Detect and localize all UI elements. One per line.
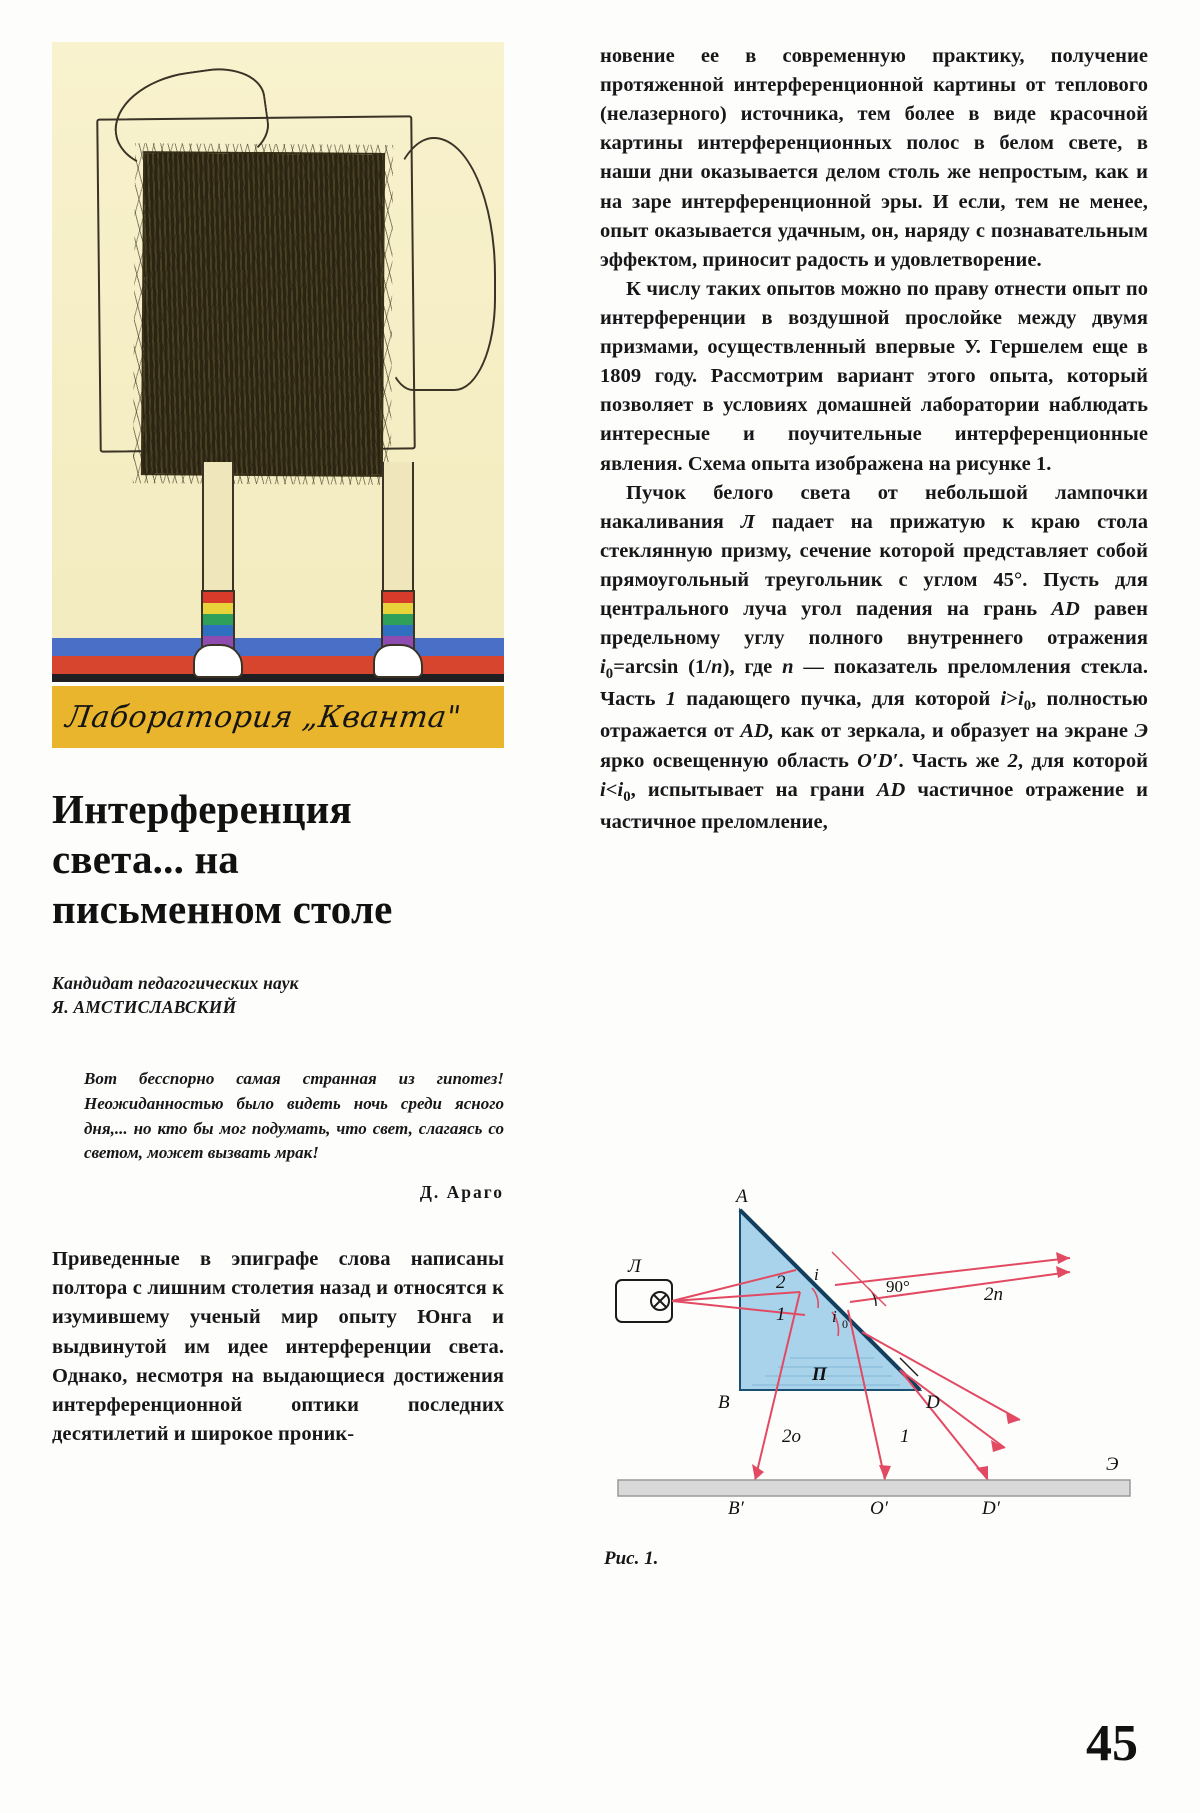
figure-1-svg bbox=[600, 1180, 1148, 1540]
epigraph bbox=[84, 1067, 504, 1205]
label-vertex-b: B bbox=[718, 1392, 730, 1413]
label-screen-d: D′ bbox=[982, 1498, 1000, 1519]
label-screen: Э bbox=[1106, 1454, 1119, 1475]
ground-stripes bbox=[52, 42, 504, 682]
stripe-black bbox=[52, 674, 504, 682]
lamp-housing bbox=[616, 1280, 672, 1322]
label-angle-i0-sub: 0 bbox=[842, 1317, 848, 1331]
left-body-text bbox=[52, 1245, 504, 1449]
byline bbox=[52, 972, 504, 1019]
label-beam-1: 1 bbox=[900, 1426, 910, 1447]
label-screen-o: O′ bbox=[870, 1498, 888, 1519]
angle-arc-90 bbox=[868, 1288, 876, 1306]
paragraph: новение ее в современную практику, получение протяженной интерференционной картины от теплового (нелазерного) источника, тем более в виде красочной картины интерференционных полос в белом свете, в наши дни оказывается делом столь же непростым, как и на заре интерференционной эры. И если, тем не менее, опыт оказывается удачным, он, наряду с познавательным эффектом, приносит радость и удовлетворение. bbox=[600, 45, 1148, 271]
label-angle-i: i bbox=[814, 1265, 819, 1284]
left-column bbox=[52, 42, 504, 1449]
shoe-left bbox=[193, 644, 243, 678]
epigraph-author: Д. Араго bbox=[419, 1181, 504, 1202]
striped-sock-right bbox=[381, 590, 415, 650]
title-line-1: Интерференция bbox=[52, 786, 352, 832]
striped-sock-left bbox=[201, 590, 235, 650]
paragraph-with-math: Пучок белого света от небольшой лампочки накаливания Л падает на прижатую к краю стола стеклянную призму, сечение которой представляет собой прямоугольный треугольник с углом 45°. Пусть для центрального луча угол падения на грань AD равен предельному углу полного внутреннего отражения $i_0=\arcsin$ (1/n), где n — показатель преломления стекла. Часть 1 падающего пучка, для которой $i>i_0$, полностью отражается от AD, как от зеркала, и образует на экране Э ярко освещенную область O′D′. Часть же 2, для которой $i<i_0$, испытывает на грани AD частичное отражение и частичное преломление, bbox=[600, 481, 1149, 833]
illustration bbox=[52, 42, 504, 682]
page-title bbox=[52, 784, 504, 934]
label-lamp: Л bbox=[628, 1256, 641, 1277]
byline-name: Я. АМСТИСЛАВСКИЙ bbox=[52, 996, 237, 1017]
figure-caption: Рис. 1. bbox=[604, 1548, 659, 1569]
figure-1 bbox=[600, 1180, 1148, 1570]
label-angle-90: 90° bbox=[886, 1277, 910, 1296]
rubric-label: Лаборатория „Кванта" bbox=[63, 699, 464, 735]
screen-bar bbox=[618, 1480, 1130, 1496]
label-angle-i0: i bbox=[832, 1307, 837, 1326]
label-vertex-a: A bbox=[736, 1186, 748, 1207]
stripe-blue bbox=[52, 638, 504, 656]
byline-role: Кандидат педагогических наук bbox=[52, 973, 299, 994]
label-screen-b: B′ bbox=[728, 1498, 744, 1519]
label-prism: П bbox=[812, 1364, 827, 1385]
label-ray-2: 2 bbox=[776, 1272, 786, 1293]
stripe-red bbox=[52, 656, 504, 674]
label-vertex-d: D bbox=[926, 1392, 940, 1413]
epigraph-text: Вот бесспорно самая странная из гипотез! Неожиданностью было видеть ночь среди ясного дня,... но кто бы мог подумать, что свет, слагаясь со светом, может вызвать мрак! bbox=[84, 1069, 504, 1163]
title-line-2: света... на bbox=[52, 836, 240, 883]
label-beam-2o: 2о bbox=[782, 1426, 801, 1447]
paragraph: Приведенные в эпиграфе слова написаны полтора с лишним столетия назад и относятся к изумившему ученый мир опыту Юнга и выдвинутой им идее интерференции света. Однако, несмотря на выдающиеся достижения интерференционной оптики последних десятилетий и широкое проник- bbox=[52, 1248, 504, 1445]
rubric-banner bbox=[52, 686, 504, 748]
label-ray-1: 1 bbox=[776, 1304, 786, 1325]
paragraph: К числу таких опытов можно по праву отнести опыт по интерференции в воздушной прослойке между двумя призмами, осуществленный впервые У. Гершелем еще в 1809 году. Рассмотрим вариант этого опыта, который позволяет в условиях домашней лаборатории наблюдать интересные и поучительные интерференционные явления. Схема опыта изображена на рисунке 1. bbox=[600, 277, 1148, 475]
right-body-text bbox=[600, 42, 1148, 837]
page-number: 45 bbox=[1086, 1715, 1138, 1772]
normal-line bbox=[832, 1252, 886, 1306]
shoe-right bbox=[373, 644, 423, 678]
right-column bbox=[600, 42, 1148, 837]
label-beam-2p: 2п bbox=[984, 1284, 1003, 1305]
title-line-3: письменном столе bbox=[52, 886, 393, 933]
